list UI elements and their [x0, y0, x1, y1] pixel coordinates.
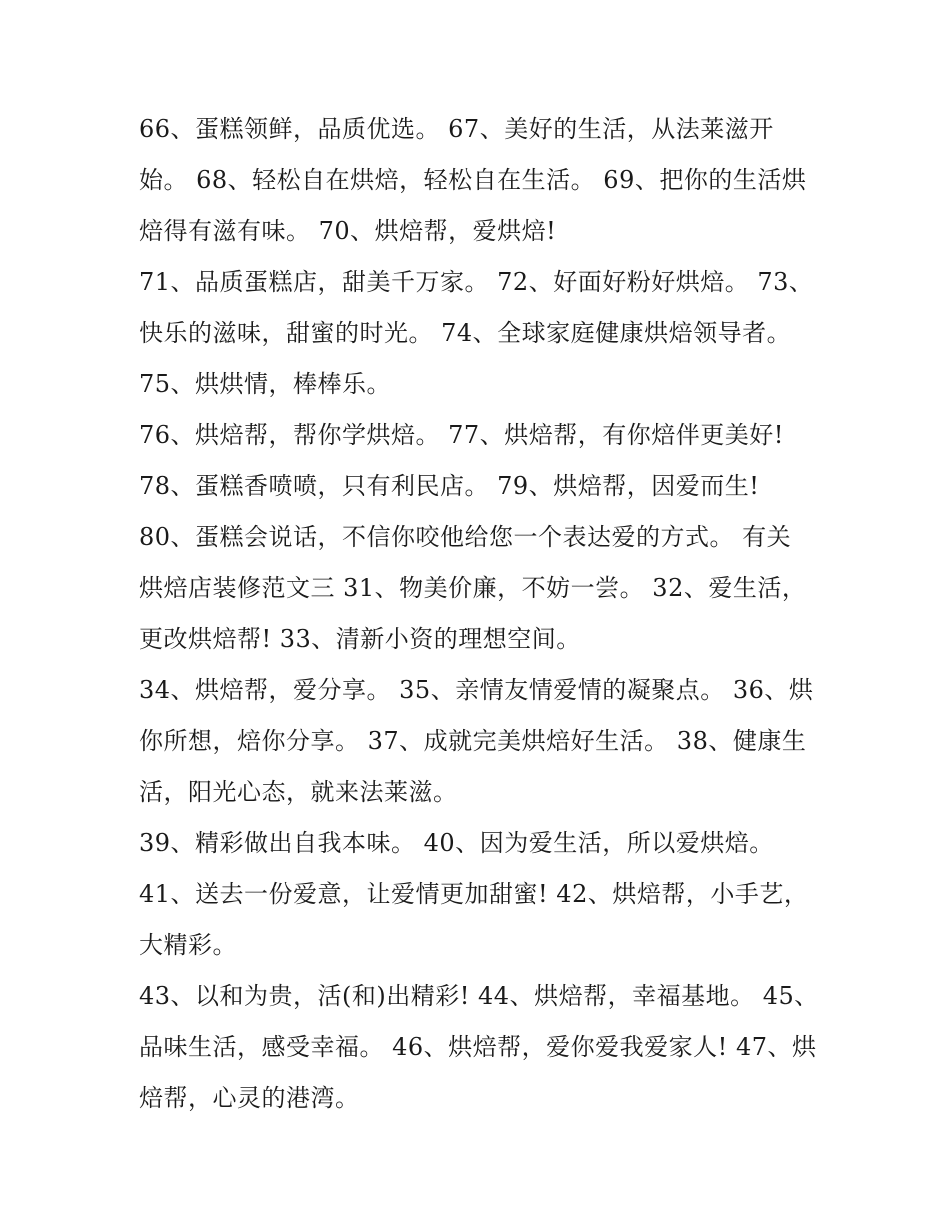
- paragraph-71-75: [139, 257, 819, 410]
- text-line: 大精彩。: [139, 931, 237, 959]
- text-line: 41、送去一份爱意，让爱情更加甜蜜! 42、烘焙帮，小手艺，: [139, 880, 809, 908]
- paragraph-78-79: [139, 461, 819, 512]
- paragraph-34-38: [139, 665, 819, 818]
- text-line: 66、蛋糕领鲜，品质优选。 67、美好的生活，从法莱滋开: [139, 115, 774, 143]
- paragraph-43-47: [139, 971, 819, 1124]
- text-line: 80、蛋糕会说话，不信你咬他给您一个表达爱的方式。 有关: [139, 523, 792, 551]
- text-line: 71、品质蛋糕店，甜美千万家。 72、好面好粉好烘焙。 73、: [139, 268, 814, 296]
- text-line: 始。 68、轻松自在烘焙，轻松自在生活。 69、把你的生活烘: [139, 166, 807, 194]
- paragraph-39-40: [139, 818, 819, 869]
- text-line: 品味生活，感受幸福。 46、烘焙帮，爱你爱我爱家人! 47、烘: [139, 1033, 817, 1061]
- paragraph-41-42: [139, 869, 819, 971]
- document-body: [139, 104, 819, 1124]
- text-line: 你所想，焙你分享。 37、成就完美烘焙好生活。 38、健康生: [139, 727, 807, 755]
- text-line: 75、烘烘情，棒棒乐。: [139, 370, 392, 398]
- text-line: 活，阳光心态，就来法莱滋。: [139, 778, 458, 806]
- paragraph-76-77: [139, 410, 819, 461]
- text-line: 39、精彩做出自我本味。 40、因为爱生活，所以爱烘焙。: [139, 829, 774, 857]
- text-line: 78、蛋糕香喷喷，只有利民店。 79、烘焙帮，因爱而生!: [139, 472, 760, 500]
- text-line: 焙帮，心灵的港湾。: [139, 1084, 360, 1112]
- text-line: 快乐的滋味，甜蜜的时光。 74、全球家庭健康烘焙领导者。: [139, 319, 792, 347]
- text-line: 76、烘焙帮，帮你学烘焙。 77、烘焙帮，有你焙伴更美好!: [139, 421, 784, 449]
- text-line: 34、烘焙帮，爱分享。 35、亲情友情爱情的凝聚点。 36、烘: [139, 676, 814, 704]
- paragraph-80-33: [139, 512, 819, 665]
- text-line: 43、以和为贵，活(和)出精彩! 44、烘焙帮，幸福基地。 45、: [139, 982, 819, 1010]
- text-line: 烘焙店装修范文三 31、物美价廉，不妨一尝。 32、爱生活，: [139, 574, 807, 602]
- text-line: 焙得有滋有味。 70、烘焙帮，爱烘焙!: [139, 217, 557, 245]
- text-line: 更改烘焙帮! 33、清新小资的理想空间。: [139, 625, 581, 653]
- paragraph-66-70: [139, 104, 819, 257]
